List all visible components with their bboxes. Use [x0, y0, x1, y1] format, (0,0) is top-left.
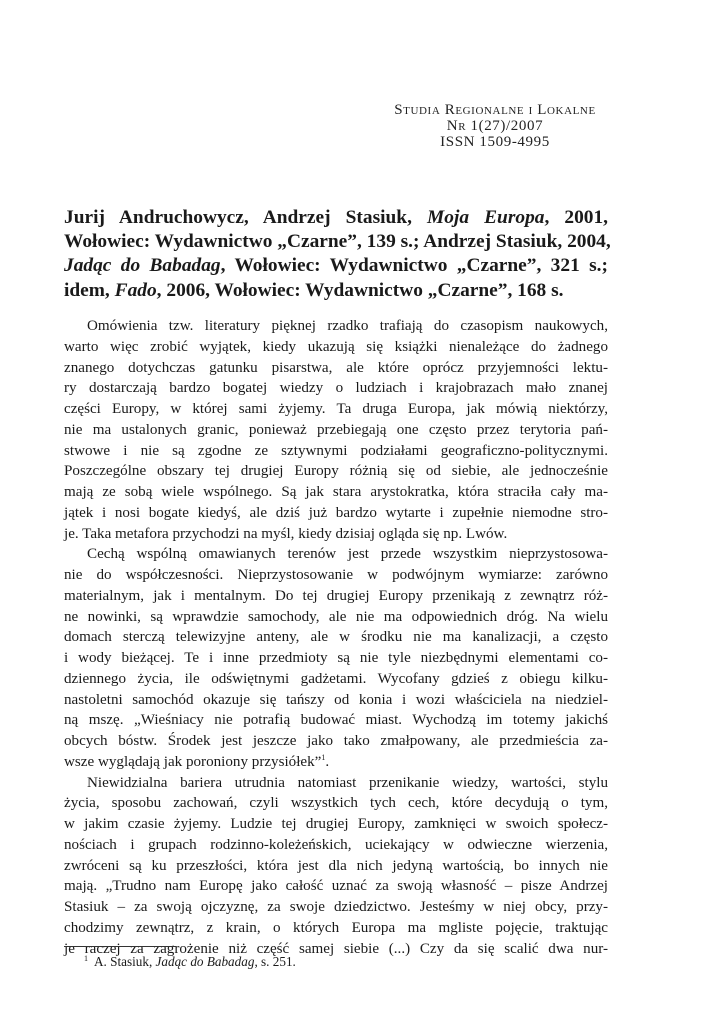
text-line: obcych bóstw. Środek jest jeszcze jako tako zmałpowany, ale przedmieścia za-: [64, 733, 608, 749]
text-line: Omówienia tzw. literatury pięknej rzadko trafiają do czasopism naukowych,: [87, 318, 608, 334]
text-line: chodzimy zewnątrz, z krain, o których Europa ma mgliste pojęcie, traktując: [64, 919, 608, 936]
footnote-text: A. Stasiuk,: [94, 954, 156, 969]
text-line: dziennego życia, ile odświętnymi gadżetami. Wycofany gdzieś z obiegu kilku-: [64, 670, 608, 687]
heading-text: idem,: [64, 279, 115, 301]
text-segment: .: [325, 753, 330, 770]
book-title: Jadąc do Babadag: [64, 255, 221, 277]
heading-text: , 2001,: [544, 207, 609, 228]
journal-issue: Nr 1(27)/2007: [446, 118, 544, 134]
text-line: ry dostarczają bardzo bogatej wiedzy o ludziach i krajobrazach mało znanej: [64, 380, 608, 397]
text-line: nościach i grupach rodzinno-koleżeńskich, uciekający w odwieczne wierzenia,: [64, 836, 608, 853]
footnote: [84, 954, 296, 970]
text-line: domach sterczą telewizyjne anteny, ale w środku nie ma kanalizacji, a często: [64, 629, 608, 646]
heading-line: [64, 279, 608, 303]
heading-text: , Wołowiec: Wydawnictwo „Czarne”, 321 s.;: [220, 255, 608, 277]
book-title: Fado: [114, 279, 157, 301]
heading-line: [64, 206, 608, 230]
review-heading: [64, 206, 611, 303]
text-line: Poszczególne obszary tej drugiej Europy różnią się od siebie, ale jednocześnie: [64, 463, 608, 480]
text-line: Stasiuk – za swoją ojczyznę, za swoje dziedzictwo. Jesteśmy w niej obcy, przy-: [64, 899, 608, 915]
text-line: materialnym, jak i mentalnym. Do tej drugiej Europy przenikają z zewnątrz róż-: [64, 587, 608, 604]
text-line: ne nowinki, są wprawdzie samochody, ale nie ma odpowiednich dróg. Na wielu: [64, 608, 608, 625]
text-line: nie do współczesności. Nieprzystosowanie w podwójnym wymiarze: zarówno: [64, 567, 608, 583]
journal-issn: ISSN 1509-4995: [440, 134, 550, 150]
paragraph-2: [64, 544, 608, 772]
text-line: życia, sposobu zachowań, czyli wszystkich tych cech, które decydują o tym,: [64, 795, 608, 812]
text-line: [64, 752, 608, 773]
heading-line: [64, 230, 611, 254]
text-line: znanego dotychczas gatunku pisarstwa, ale które oprócz przyjemności lektu-: [64, 359, 608, 376]
footnote-book-title: Jadąc do Babadag: [155, 954, 255, 969]
heading-text: , 2006, Wołowiec: Wydawnictwo „Czarne”, 168 s.: [156, 279, 564, 301]
paragraph-3: [64, 773, 608, 960]
footnote-text: , s. 251.: [254, 954, 296, 969]
footnote-divider: [64, 946, 176, 947]
heading-text: Wołowiec: Wydawnictwo „Czarne”, 139 s.; Andrzej Stasiuk, 2004,: [64, 231, 611, 253]
footnote-number: 1: [84, 954, 88, 963]
text-line: warto więc zrobić wyjątek, kiedy ukazują się książki nienależące do żadnego: [64, 338, 608, 355]
text-line: części Europy, w której sami żyjemy. Ta druga Europa, jak mówią niektórzy,: [64, 401, 608, 417]
text-line: Niewidzialna bariera utrudnia natomiast przenikanie wiedzy, wartości, stylu: [87, 774, 608, 791]
text-line: je raczej za zagrożenie niż część samej siebie (...) Czy da się scalić dwa nur-: [64, 940, 608, 957]
text-line: nastoletni samochód okazuje się tańszy od konia i wozi właściciela na niedziel-: [64, 691, 608, 708]
text-line: mają. „Trudno nam Europę jako całość uznać za swoją własność – pisze Andrzej: [64, 878, 608, 895]
text-line: w jakim czasie żyjemy. Ludzie tej drugiej Europy, zamknięci w swoich społecz-: [64, 816, 608, 832]
text-line: je. Taka metafora przychodzi na myśl, kiedy dzisiaj ogląda się np. Lwów.: [64, 525, 508, 542]
review-body: [64, 316, 608, 959]
text-line: jątek i nosi bogate kiedyś, ale dziś już bardzo wytarte i zupełnie niemodne stro-: [64, 504, 608, 521]
text-line: i wody bieżącej. Te i inne przedmioty są nie tyle niezbędnymi elementami co-: [64, 650, 608, 666]
text-line: zwróceni są ku przeszłości, która jest dla nich jedyną wartością, bo innych nie: [64, 857, 608, 874]
text-line: stwowe i nie są zgodne ze sztywnymi podziałami geograficzno-politycznymi.: [64, 442, 608, 459]
text-segment: wsze wyglądają jak poroniony przysiółek”: [64, 753, 322, 770]
text-line: ną mszę. „Wieśniacy nie potrafią budować miast. Wychodzą im totemy jakichś: [64, 712, 608, 729]
heading-line: [64, 254, 608, 278]
book-title: Moja Europa: [427, 207, 545, 228]
paragraph-1: [64, 316, 608, 544]
text-line: mają ze sobą wiele wspólnego. Są jak stara arystokratka, która straciła cały ma-: [64, 484, 608, 500]
journal-header: [380, 102, 610, 150]
text-line: Cechą wspólną omawianych terenów jest przede wszystkim nieprzystosowa-: [87, 546, 608, 563]
journal-title: Studia Regionalne i Lokalne: [394, 102, 596, 118]
heading-text: Jurij Andruchowycz, Andrzej Stasiuk,: [64, 207, 428, 228]
text-line: nie ma ustalonych granic, ponieważ przebiegają one często przez terytoria pań-: [64, 421, 608, 438]
footnote-ref: 1: [321, 752, 326, 762]
